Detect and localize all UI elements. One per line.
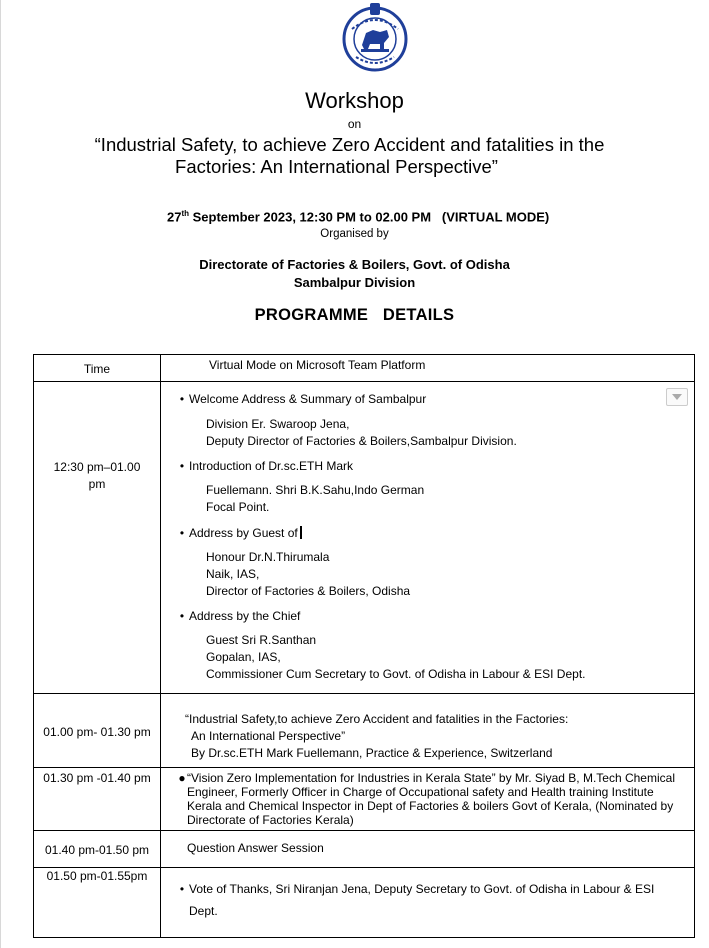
agenda-cell xyxy=(161,768,695,831)
table-row xyxy=(34,382,695,694)
time-label: 01.40 pm-01.50 pm xyxy=(44,843,150,857)
table-row xyxy=(34,694,695,768)
header-platform-label: Virtual Mode on Microsoft Team Platform xyxy=(209,358,426,372)
programme-table xyxy=(33,354,695,938)
time-label: 01.50 pm-01.55pm xyxy=(46,869,148,883)
time-cell xyxy=(34,694,161,768)
item-detail: Honour Dr.N.Thirumala xyxy=(206,550,330,564)
table-row xyxy=(34,868,695,938)
text-cursor xyxy=(300,526,302,539)
talk-speaker: By Dr.sc.ETH Mark Fuellemann, Practice & Experience, Switzerland xyxy=(191,746,553,760)
organised-by-label: Organised by xyxy=(320,228,389,240)
table-header-row xyxy=(34,355,695,382)
agenda-cell xyxy=(161,382,695,694)
item-detail: Naik, IAS, xyxy=(206,567,260,581)
list-item: • Address by Guest of xyxy=(175,516,694,540)
time-label: 12:30 pm–01.00 pm xyxy=(53,460,141,491)
item-text: Vote of Thanks, Sri Niranjan Jena, Deputy Secretary to Govt. of Odisha in Labour & ESI Dept. xyxy=(189,882,655,918)
item-detail: Guest Sri R.Santhan xyxy=(206,633,317,647)
list-item: ● “Vision Zero Implementation for Industries in Kerala State” by Mr. Siyad B, M.Tech Chemical Engineer, Formerly Officer in Charge of Occupational safety and Health training Institute Kerala and Chemical Inspector in Dept of Factories & boilers Govt of Kerala, (Nominated by Directorate of Factories Kerala) xyxy=(161,768,694,827)
list-item: • Welcome Address & Summary of Sambalpur xyxy=(179,392,427,406)
time-label: 01.30 pm -01.40 pm xyxy=(43,771,151,785)
programme-details-heading: PROGRAMME DETAILS xyxy=(254,306,455,324)
time-cell xyxy=(34,382,161,694)
agenda-cell xyxy=(161,831,695,868)
item-text: Welcome Address & Summary of Sambalpur xyxy=(189,392,427,406)
item-detail: Director of Factories & Boilers, Odisha xyxy=(206,584,411,598)
organiser-division: Sambalpur Division xyxy=(293,275,416,290)
time-cell xyxy=(34,868,161,938)
header-time-cell xyxy=(34,355,161,382)
organiser-directorate: Directorate of Factories & Boilers, Govt. of Odisha xyxy=(199,257,510,272)
item-detail: Commissioner Cum Secretary to Govt. of Odisha in Labour & ESI Dept. xyxy=(206,667,586,681)
header-time-label: Time xyxy=(83,362,111,376)
odisha-state-emblem-icon xyxy=(340,3,410,73)
event-date xyxy=(0,194,709,224)
organiser xyxy=(0,256,709,292)
item-detail: Division Er. Swaroop Jena, xyxy=(206,417,350,431)
table-row xyxy=(34,831,695,868)
workshop-title-line1: “Industrial Safety, to achieve Zero Accident and fatalities in the xyxy=(94,134,605,155)
item-text: Address by Guest of xyxy=(189,526,298,540)
chevron-down-icon[interactable] xyxy=(666,388,688,406)
header-platform-cell xyxy=(161,355,695,382)
list-item: • Introduction of Dr.sc.ETH Mark xyxy=(179,459,354,473)
item-detail: Fuellemann. Shri B.K.Sahu,Indo German xyxy=(206,483,425,497)
talk-title: “Industrial Safety,to achieve Zero Accident and fatalities in the Factories: xyxy=(185,712,569,726)
table-row xyxy=(34,768,695,831)
date-suffix: th xyxy=(181,209,189,218)
agenda-cell xyxy=(161,868,695,938)
item-detail: Focal Point. xyxy=(206,500,270,514)
item-text: Address by the Chief xyxy=(189,609,301,623)
item-text: Question Answer Session xyxy=(187,841,324,855)
talk-title: An International Perspective” xyxy=(191,729,346,743)
workshop-title-line2: Factories: An International Perspective” xyxy=(175,156,498,177)
date-rest: September 2023, 12:30 PM to 02.00 PM (VIRTUAL MODE) xyxy=(189,209,550,225)
time-cell xyxy=(34,831,161,868)
agenda-cell xyxy=(161,694,695,768)
workshop-heading: Workshop xyxy=(305,88,404,113)
on-label: on xyxy=(347,117,362,131)
time-label: 01.00 pm- 01.30 pm xyxy=(43,725,151,739)
item-detail: Gopalan, IAS, xyxy=(206,650,281,664)
item-text: “Vision Zero Implementation for Industries in Kerala State” by Mr. Siyad B, M.Tech Chemical Engineer, Formerly Officer in Charge of Occupational safety and Health training Institute Kerala and Chemical Inspector in Dept of Factories & boilers Govt of Kerala, (Nominated by Directorate of Factories Kerala) xyxy=(187,771,675,827)
list-item: • Vote of Thanks, Sri Niranjan Jena, Deputy Secretary to Govt. of Odisha in Labour & ESI Dept. xyxy=(161,868,694,922)
workshop-title xyxy=(0,134,709,178)
date-day: 27 xyxy=(166,209,182,225)
time-cell xyxy=(34,768,161,831)
item-text: Introduction of Dr.sc.ETH Mark xyxy=(189,459,354,473)
list-item: • Address by the Chief xyxy=(179,609,301,623)
item-detail: Deputy Director of Factories & Boilers,Sambalpur Division. xyxy=(206,434,517,448)
